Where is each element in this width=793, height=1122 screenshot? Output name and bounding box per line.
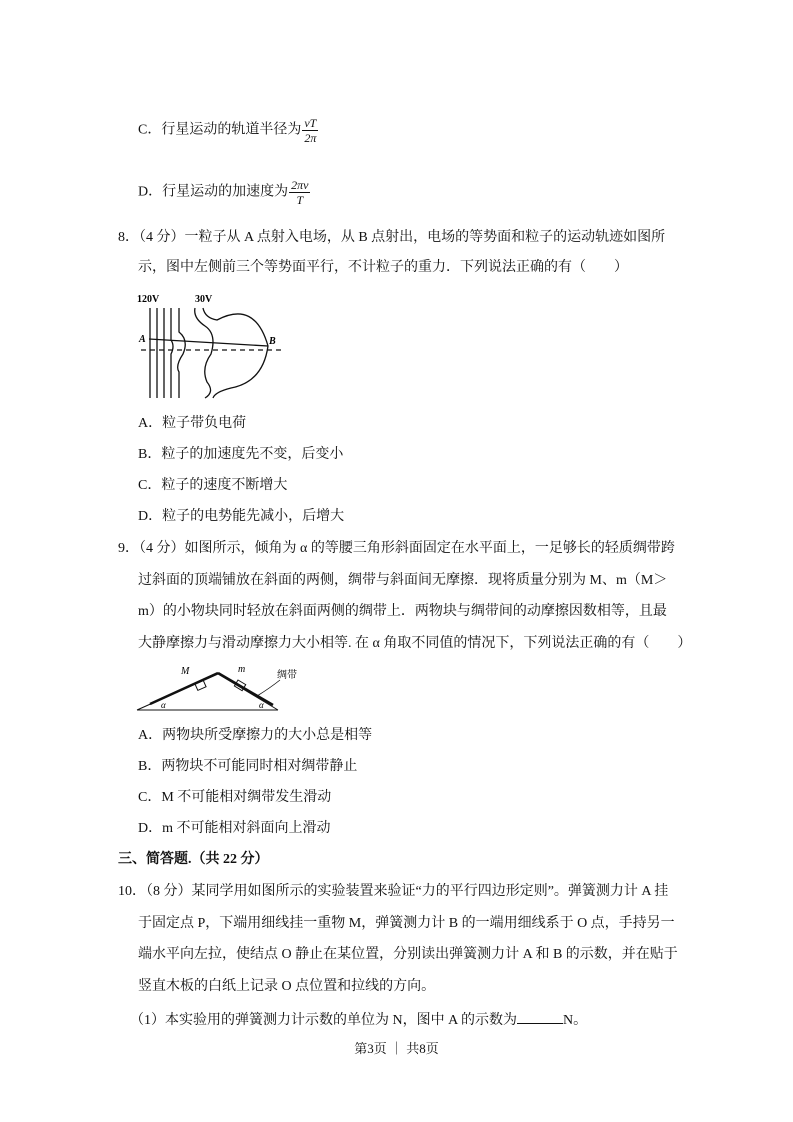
numerator: vT	[304, 116, 317, 130]
q10-stem-line: 端水平向左拉，使结点 O 静止在某位置，分别读出弹簧测力计 A 和 B 的示数，并在贴于	[138, 947, 678, 962]
belt-label: 绸带	[277, 670, 297, 681]
q9-stem-line: 大静摩擦力与滑动摩擦力大小相等. 在 α 角取不同值的情况下，下列说法正确的有（ ）	[138, 636, 692, 651]
fraction	[302, 116, 318, 145]
q9-option-c: C．M 不可能相对绸带发生滑动	[138, 790, 332, 805]
answer-blank	[517, 1009, 563, 1024]
q8-stem-line: 示，图中左侧前三个等势面平行，不计粒子的重力．下列说法正确的有（ ）	[138, 260, 628, 275]
mass-m-small-label: m	[238, 664, 246, 675]
q9-stem-line: 9．（4 分）如图所示，倾角为 α 的等腰三角形斜面固定在水平面上，一足够长的轻质绸带跨	[118, 541, 675, 556]
subquestion-text: （1）本实验用的弹簧测力计示数的单位为 N，图中 A 的示数为	[130, 1013, 517, 1028]
label-120v: 120V	[137, 294, 160, 305]
q9-option-d: D．m 不可能相对斜面向上滑动	[138, 821, 331, 836]
page-footer: 第3页 ｜ 共8页	[354, 1041, 439, 1056]
angle-right-label: α	[259, 700, 264, 710]
q9-option-a: A．两物块所受摩擦力的大小总是相等	[138, 728, 373, 743]
q8-option-b: B．粒子的加速度先不变，后变小	[138, 447, 344, 462]
q8-option-d: D．粒子的电势能先减小，后增大	[138, 509, 345, 524]
q10-subquestion-1	[130, 1009, 587, 1031]
q9-option-b: B．两物块不可能同时相对绸带静止	[138, 759, 358, 774]
label-30v: 30V	[195, 294, 213, 305]
q10-stem-line: 10．（8 分）某同学用如图所示的实验装置来验证“力的平行四边形定则”。弹簧测力计 A 挂	[118, 884, 669, 899]
q9-stem-line: m）的小物块同时轻放在斜面两侧的绸带上．两物块与绸带间的动摩擦因数相等，且最	[138, 604, 667, 619]
q8-option-c: C．粒子的速度不断增大	[138, 478, 288, 493]
section-heading: 三、简答题.（共 22 分）	[118, 852, 269, 867]
point-a-label: A	[139, 334, 146, 345]
q10-stem-line: 竖直木板的白纸上记录 O 点位置和拉线的方向。	[138, 979, 436, 994]
q8-stem-line: 8．（4 分）一粒子从 A 点射入电场，从 B 点射出，电场的等势面和粒子的运动轨迹如图所	[118, 230, 666, 245]
point-b-label: B	[269, 336, 276, 347]
q9-stem-line: 过斜面的顶端铺放在斜面的两侧，绸带与斜面间无摩擦．现将质量分别为 M、m（M＞	[138, 573, 668, 588]
q7-option-d	[138, 178, 310, 207]
unit-text: N。	[562, 1013, 588, 1028]
denominator: T	[296, 193, 304, 207]
option-text: C．行星运动的轨道半径为	[138, 122, 302, 138]
angle-left-label: α	[161, 700, 166, 710]
numerator: 2πv	[291, 178, 309, 192]
q10-stem-line: 于固定点 P，下端用细线挂一重物 M，弹簧测力计 B 的一端用细线系于 O 点，手持另一	[138, 916, 675, 931]
denominator: 2π	[304, 131, 317, 145]
q7-option-c	[138, 116, 318, 145]
q9-incline-figure	[135, 660, 305, 715]
fraction	[289, 178, 310, 207]
q8-option-a: A．粒子带负电荷	[138, 416, 247, 431]
mass-m-big-label: M	[181, 666, 190, 677]
q8-field-figure	[135, 290, 295, 400]
option-text: D．行星运动的加速度为	[138, 184, 289, 200]
